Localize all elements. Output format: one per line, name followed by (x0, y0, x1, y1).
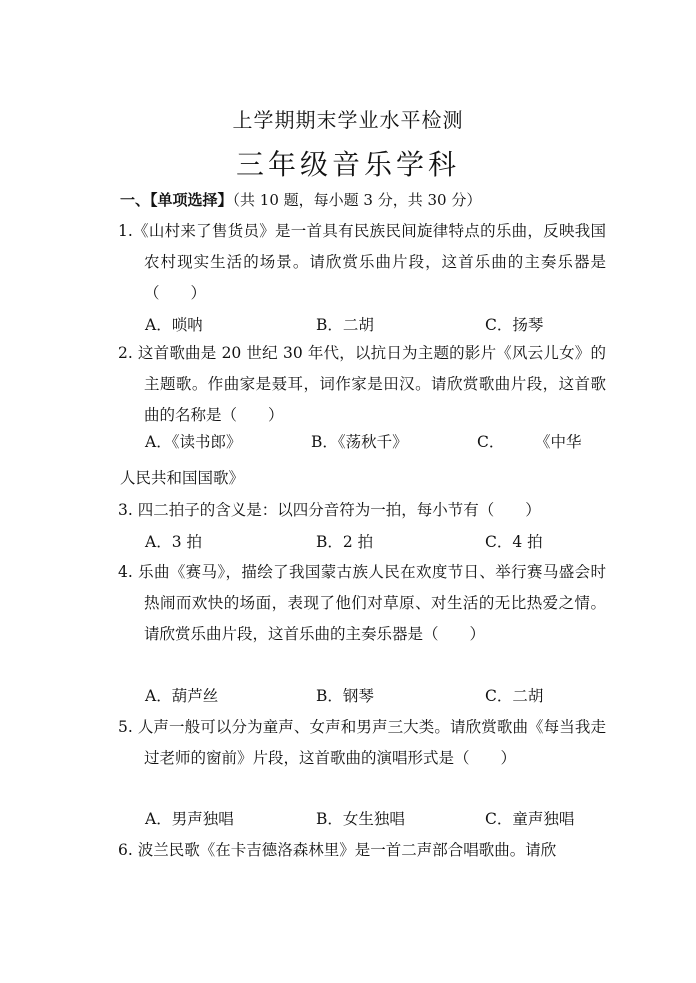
option-c: C．扬琴 (485, 316, 544, 334)
question-4-options (145, 684, 585, 706)
question-2-options (145, 430, 585, 452)
option-a: A．3 拍 (145, 533, 202, 551)
option-a: A．葫芦丝 (145, 687, 219, 705)
option-c: C．二胡 (485, 687, 544, 705)
exam-title: 上学期期末学业水平检测 (232, 108, 464, 132)
question-3-options (145, 530, 585, 552)
section-note: （共 10 题，每小题 3 分，共 30 分） (232, 191, 482, 209)
option-c-text: 《中华 (535, 433, 582, 451)
option-b: B．钢琴 (316, 687, 374, 705)
question-1: 1.《山村来了售货员》是一首具有民族民间旋律特点的乐曲，反映我国农村现实生活的场景。请欣赏乐曲片段，这首乐曲的主奏乐器是（ ） (118, 222, 606, 302)
option-b: B．2 拍 (316, 533, 374, 551)
question-3: 3. 四二拍子的含义是：以四分音符为一拍，每小节有（ ） (118, 501, 541, 519)
section-label: 一、【单项选择】 (120, 191, 233, 209)
option-a: A．《读书郎》 (145, 433, 242, 451)
question-4: 4. 乐曲《赛马》，描绘了我国蒙古族人民在欢度节日、举行赛马盛会时热闹而欢快的场面，表现了他们对草原、对生活的无比热爱之情。请欣赏乐曲片段，这首乐曲的主奏乐器是（ ） (118, 563, 606, 643)
question-5-options (145, 807, 585, 829)
option-a: A．唢呐 (145, 316, 203, 334)
option-c: C．童声独唱 (485, 810, 575, 828)
option-b: B．女生独唱 (316, 810, 405, 828)
question-2: 2. 这首歌曲是 20 世纪 30 年代，以抗日为主题的影片《风云儿女》的主题歌。作曲家是聂耳，词作家是田汉。请欣赏歌曲片段，这首歌曲的名称是（ ） (118, 344, 606, 424)
section-heading (120, 190, 590, 210)
question-5: 5. 人声一般可以分为童声、女声和男声三大类。请欣赏歌曲《每当我走过老师的窗前》片段，这首歌曲的演唱形式是（ ） (118, 718, 606, 767)
option-c: C．4 拍 (485, 533, 543, 551)
option-c: C． (477, 433, 505, 451)
question-1-options (145, 313, 585, 335)
option-b: B．二胡 (316, 316, 374, 334)
option-b: B．《荡秋千》 (311, 433, 408, 451)
question-6: 6. 波兰民歌《在卡吉德洛森林里》是一首二声部合唱歌曲。请欣 (118, 841, 557, 859)
subject-title: 三年级音乐学科 (235, 148, 460, 181)
option-a: A．男声独唱 (145, 810, 234, 828)
question-2-continuation: 人民共和国国歌》 (120, 469, 245, 487)
